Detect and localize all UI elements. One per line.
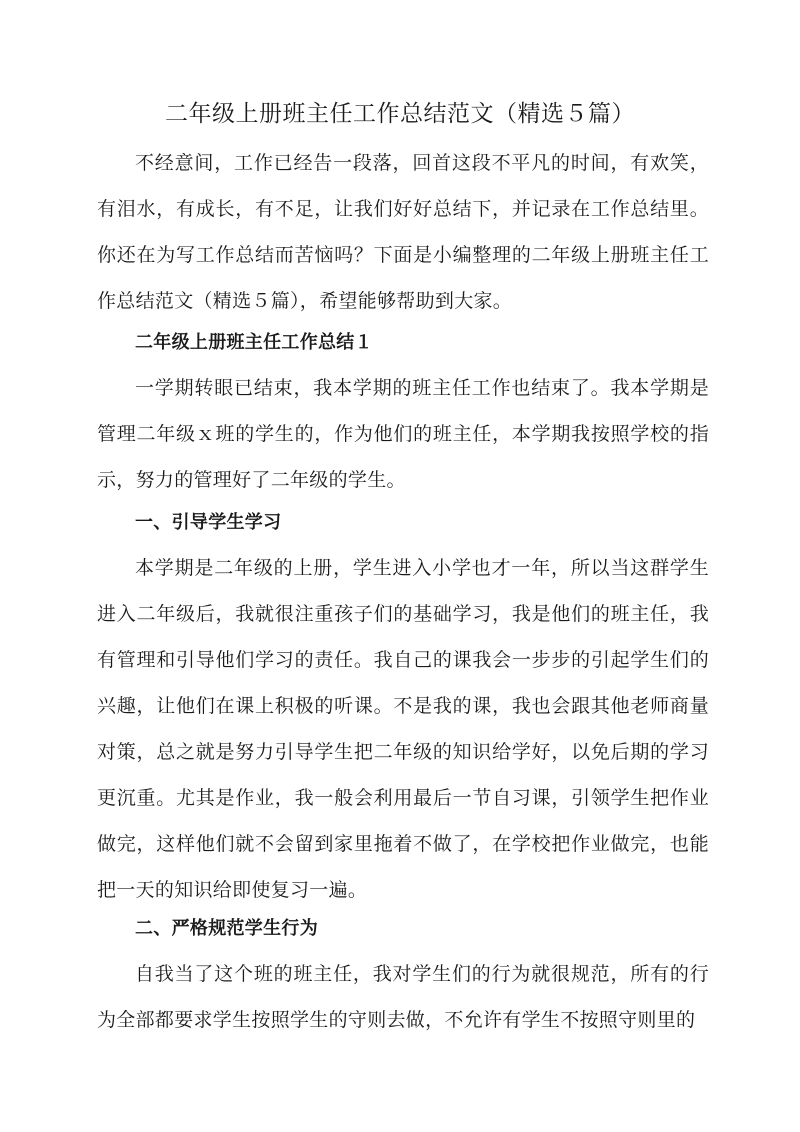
section1-paragraph: 一学期转眼已结束，我本学期的班主任工作也结束了。我本学期是管理二年级ｘ班的学生的，作为他们的班主任，本学期我按照学校的指示，努力的管理好了二年级的学生。: [97, 377, 709, 491]
section1-heading: 二年级上册班主任工作总结１: [135, 332, 373, 353]
sub1-heading: 一、引导学生学习: [135, 512, 282, 533]
sub2-heading: 二、严格规范学生行为: [135, 918, 318, 939]
document-title: 二年级上册班主任工作总结范文（精选５篇）: [165, 101, 635, 127]
sub2-paragraph: 自我当了这个班的班主任，我对学生们的行为就很规范，所有的行为全部都要求学生按照学生的守则去做，不允许有学生不按照守则里的: [97, 963, 709, 1031]
sub1-paragraph: 本学期是二年级的上册，学生进入小学也才一年，所以当这群学生进入二年级后，我就很注重孩子们的基础学习，我是他们的班主任，我有管理和引导他们学习的责任。我自己的课我会一步步的引起学生们的兴趣，让他们在课上积极的听课。不是我的课，我也会跟其他老师商量对策，总之就是努力引导学生把二年级的知识给学好，以免后期的学习更沉重。尤其是作业，我一般会利用最后一节自习课，引领学生把作业做完，这样他们就不会留到家里拖着不做了，在学校把作业做完，也能把一天的知识给即使复习一遍。: [97, 557, 709, 901]
intro-paragraph: 不经意间，工作已经告一段落，回首这段不平凡的时间，有欢笑，有泪水，有成长，有不足，让我们好好总结下，并记录在工作总结里。你还在为写工作总结而苦恼吗？下面是小编整理的二年级上册班主任工作总结范文（精选５篇），希望能够帮助到大家。: [97, 152, 709, 312]
